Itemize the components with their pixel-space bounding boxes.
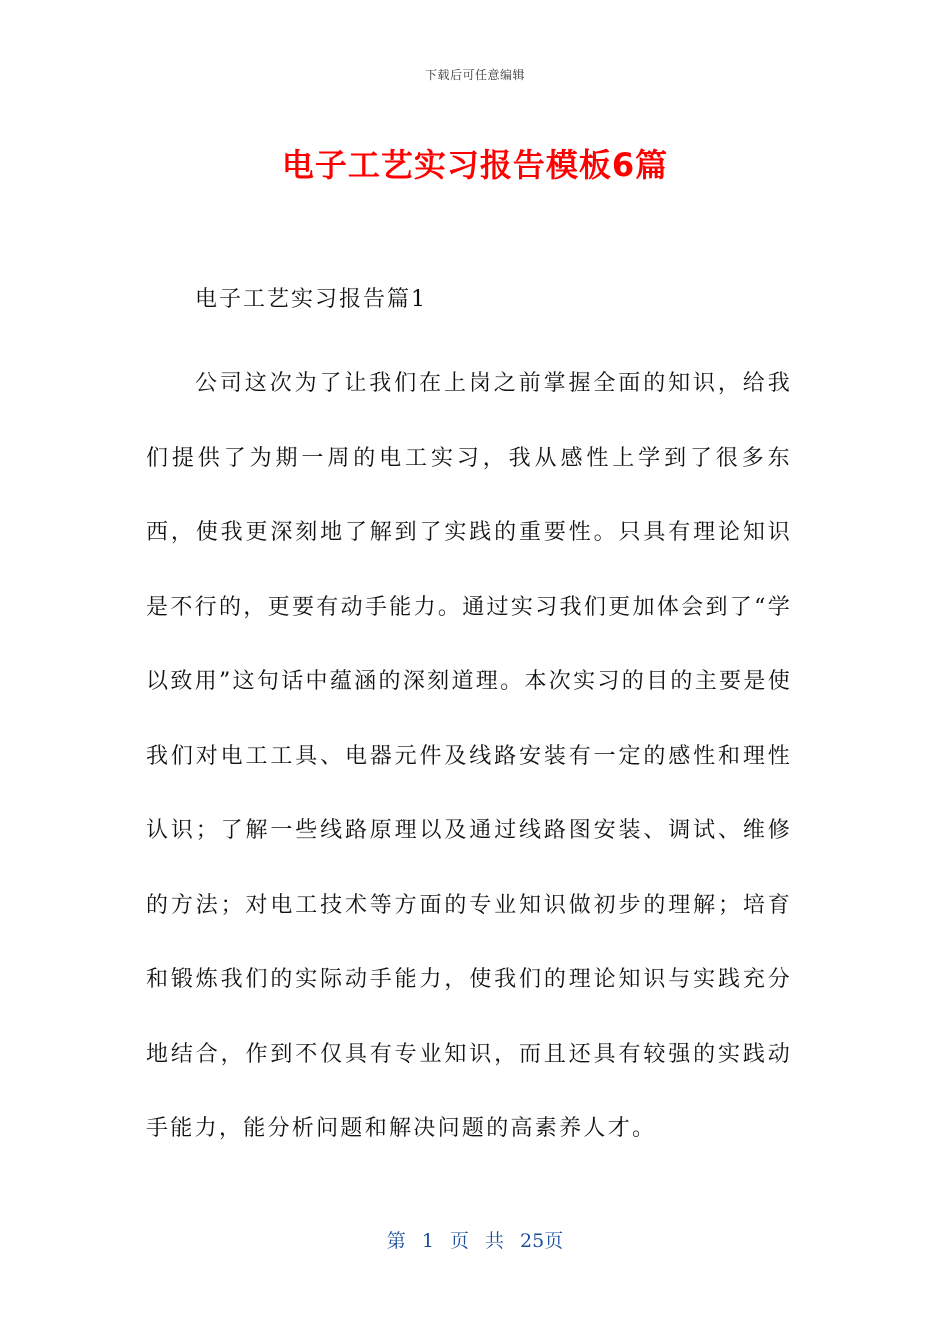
header-note: 下载后可任意编辑 (424, 68, 525, 82)
page-footer: 第 1 页 共 25页 (386, 1230, 564, 1252)
section-heading: 电子工艺实习报告篇1 (195, 287, 427, 312)
document-title: 电子工艺实习报告模板6篇 (281, 146, 669, 184)
body-paragraph: 公司这次为了让我们在上岗之前掌握全面的知识，给我们提供了为期一周的电工实习，我从感性上学到了很多东西，使我更深刻地了解到了实践的重要性。只具有理论知识是不行的，更要有动手能力。通过实习我们更加体会到了“学以致用”这句话中蕴涵的深刻道理。本次实习的目的主要是使我们对电工工具、电器元件及线路安装有一定的感性和理性认识；了解一些线路原理以及通过线路图安装、调试、维修的方法；对电工技术等方面的专业知识做初步的理解；培育和锻炼我们的实际动手能力，使我们的理论知识与实践充分地结合，作到不仅具有专业知识，而且还具有较强的实践动手能力，能分析问题和解决问题的高素养人才。 (146, 371, 792, 1141)
